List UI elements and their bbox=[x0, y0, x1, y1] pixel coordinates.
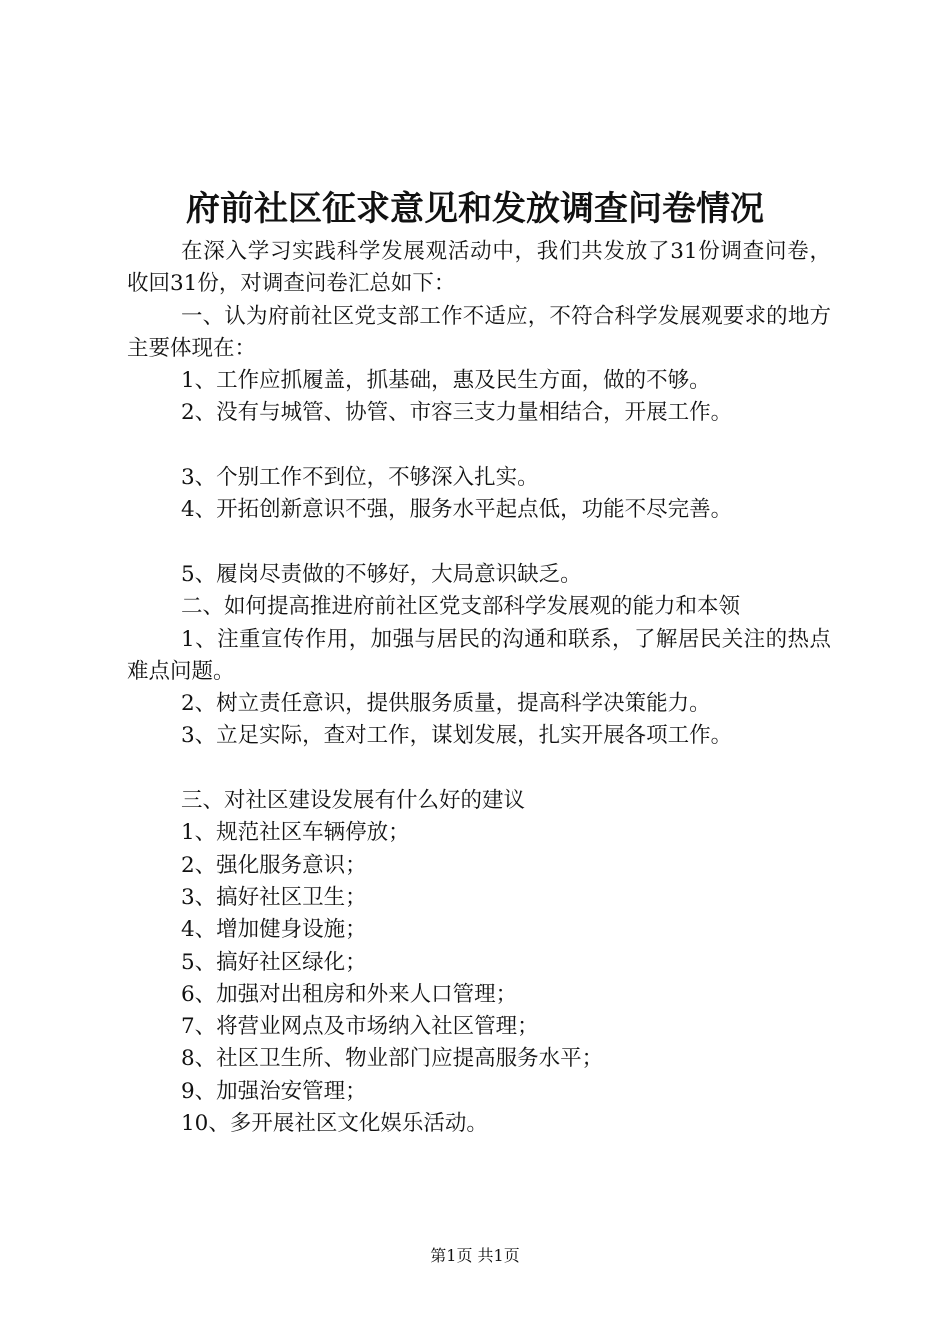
list-item: 1、规范社区车辆停放； bbox=[181, 820, 410, 846]
list-item: 5、搞好社区绿化； bbox=[181, 949, 367, 975]
list-item: 5、履岗尽责做的不够好，大局意识缺乏。 bbox=[181, 561, 582, 587]
document-title: 府前社区征求意见和发放调查问卷情况 bbox=[186, 189, 764, 229]
list-item: 8、社区卫生所、物业部门应提高服务水平； bbox=[181, 1046, 604, 1072]
list-item: 2、树立责任意识，提供服务质量，提高科学决策能力。 bbox=[181, 691, 711, 717]
list-item: 7、将营业网点及市场纳入社区管理； bbox=[181, 1014, 539, 1040]
list-item: 1、注重宣传作用，加强与居民的沟通和联系，了解居民关注的热点难点问题。 bbox=[127, 626, 831, 684]
document-body bbox=[127, 236, 831, 1140]
list-item: 3、搞好社区卫生； bbox=[181, 884, 367, 910]
section-two-heading: 二、如何提高推进府前社区党支部科学发展观的能力和本领 bbox=[181, 594, 741, 620]
list-item: 2、没有与城管、协管、市容三支力量相结合，开展工作。 bbox=[181, 400, 733, 426]
blank-line bbox=[127, 753, 831, 785]
list-item: 3、个别工作不到位，不够深入扎实。 bbox=[181, 465, 539, 491]
list-item: 4、开拓创新意识不强，服务水平起点低，功能不尽完善。 bbox=[181, 497, 733, 523]
section-three-heading: 三、对社区建设发展有什么好的建议 bbox=[181, 788, 526, 814]
list-item: 1、工作应抓履盖，抓基础，惠及民生方面，做的不够。 bbox=[181, 368, 711, 394]
page-footer: 第1页 共1页 bbox=[430, 1246, 520, 1265]
list-item: 3、立足实际，查对工作，谋划发展，扎实开展各项工作。 bbox=[181, 723, 733, 749]
list-item: 4、增加健身设施； bbox=[181, 917, 367, 943]
list-item: 9、加强治安管理； bbox=[181, 1078, 367, 1104]
section-one-heading: 一、认为府前社区党支部工作不适应，不符合科学发展观要求的地方主要体现在： bbox=[127, 303, 831, 361]
list-item: 10、多开展社区文化娱乐活动。 bbox=[181, 1111, 488, 1137]
blank-line bbox=[127, 527, 831, 559]
list-item: 2、强化服务意识； bbox=[181, 852, 367, 878]
intro-paragraph: 在深入学习实践科学发展观活动中，我们共发放了31份调查问卷，收回31份，对调查问卷汇总如下： bbox=[127, 239, 831, 297]
blank-line bbox=[127, 430, 831, 462]
list-item: 6、加强对出租房和外来人口管理； bbox=[181, 981, 518, 1007]
